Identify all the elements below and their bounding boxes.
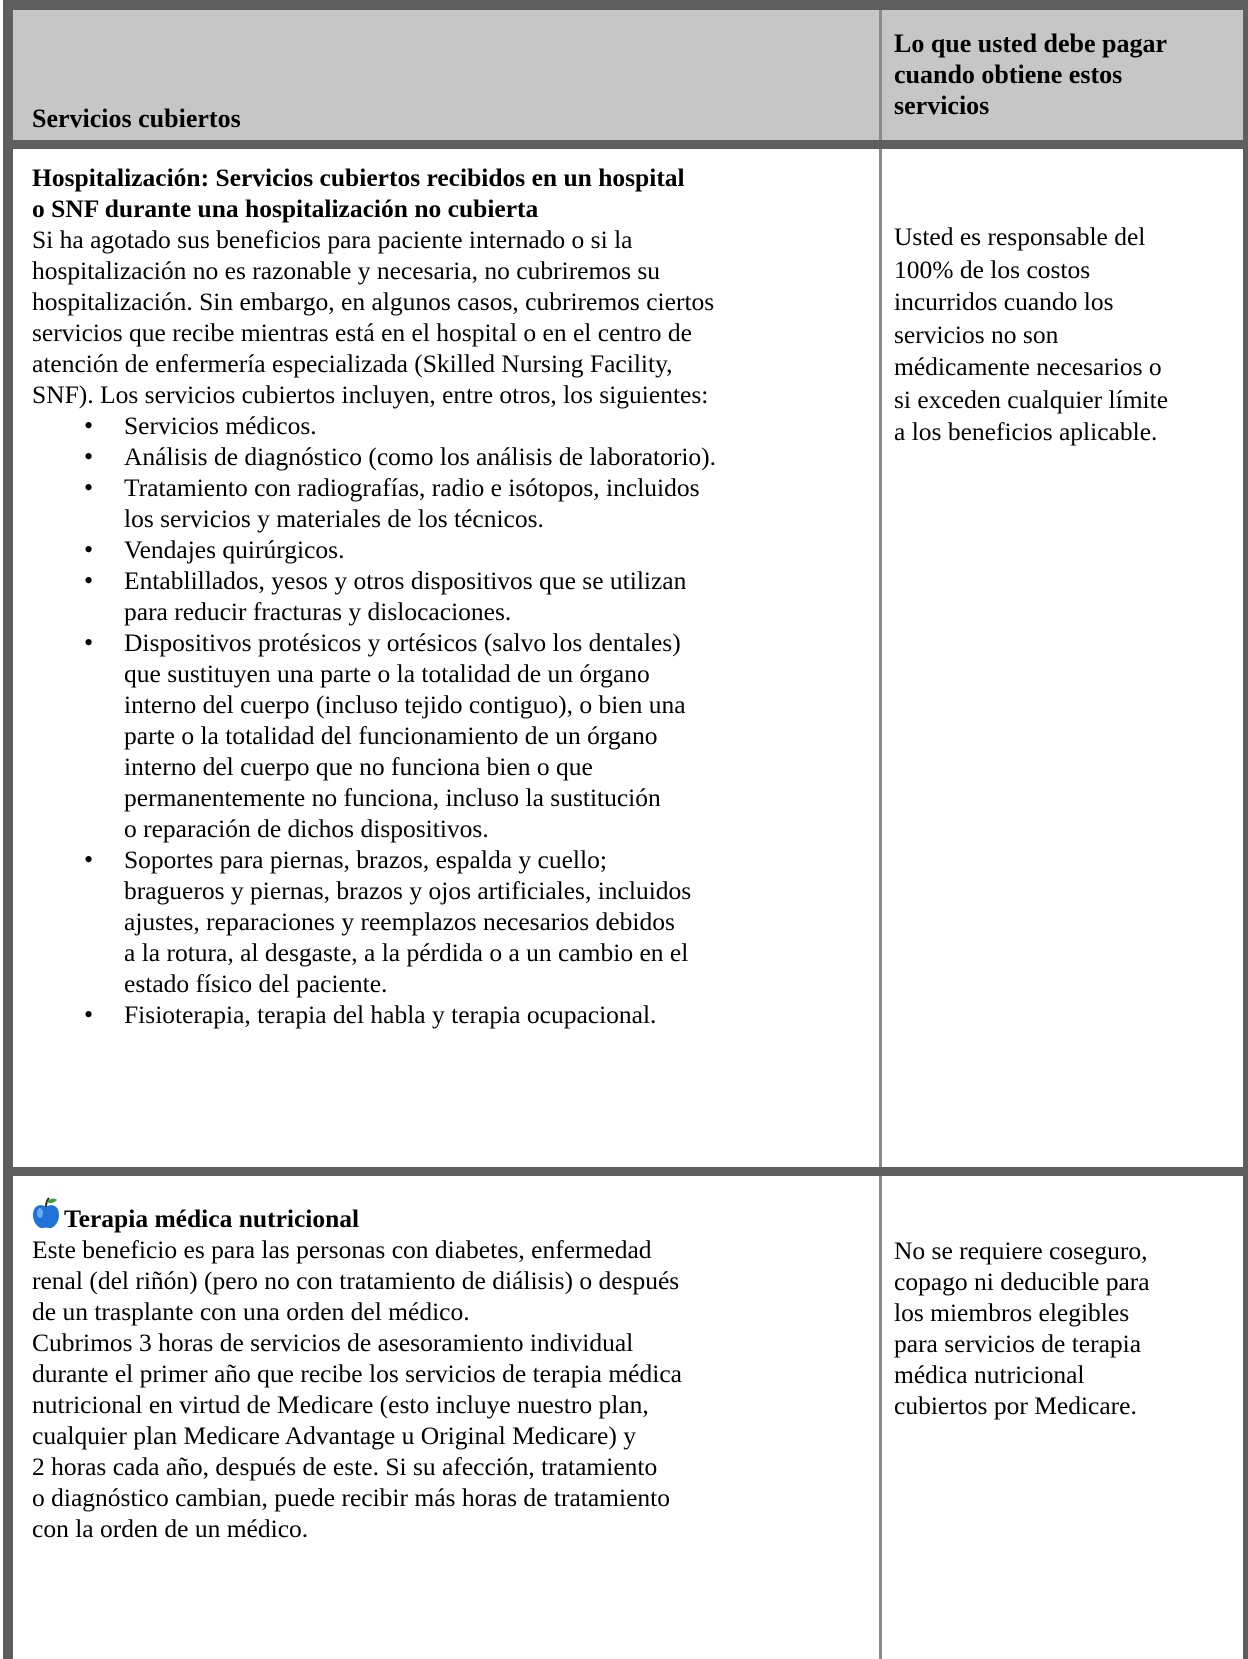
list-item-line: o reparación de dichos dispositivos. bbox=[124, 814, 489, 843]
cost-line: para servicios de terapia bbox=[894, 1329, 1142, 1358]
row-title-line: Hospitalización: Servicios cubiertos recibidos en un hospital bbox=[32, 163, 685, 192]
list-item-line: • Soportes para piernas, brazos, espalda y cuello; bbox=[124, 845, 607, 874]
text-line: hospitalización no es razonable y necesaria, no cubriremos su bbox=[32, 256, 661, 285]
text-line: servicios que recibe mientras está en el hospital o en el centro de bbox=[32, 318, 692, 347]
list-item-line: ajustes, reparaciones y reemplazos necesarios debidos bbox=[124, 907, 675, 936]
list-item bbox=[32, 565, 872, 627]
text-line: 2 horas cada año, después de este. Si su afección, tratamiento bbox=[32, 1452, 658, 1481]
list-item-line: bragueros y piernas, brazos y ojos artificiales, incluidos bbox=[124, 876, 692, 905]
list-item bbox=[32, 627, 872, 844]
list-item-line: interno del cuerpo que no funciona bien o que bbox=[124, 752, 593, 781]
header-col2-line: cuando obtiene estos bbox=[894, 60, 1123, 89]
bullet-list bbox=[32, 410, 872, 1030]
table-right-border bbox=[1243, 0, 1248, 1659]
row-nutrition-cost bbox=[894, 1235, 1150, 1421]
list-item-line: • Fisioterapia, terapia del habla y terapia ocupacional. bbox=[124, 1000, 657, 1029]
list-item bbox=[32, 999, 872, 1030]
header-bottom-border bbox=[3, 140, 1245, 149]
row-divider bbox=[3, 1167, 1245, 1176]
list-item-line: que sustituyen una parte o la totalidad de un órgano bbox=[124, 659, 650, 688]
cost-line: incurridos cuando los bbox=[894, 287, 1114, 316]
cost-line: No se requiere coseguro, bbox=[894, 1236, 1148, 1265]
list-item bbox=[32, 534, 872, 565]
list-item-line: para reducir fracturas y dislocaciones. bbox=[124, 597, 512, 626]
list-item-line: permanentemente no funciona, incluso la sustitución bbox=[124, 783, 661, 812]
list-item-line: parte o la totalidad del funcionamiento de un órgano bbox=[124, 721, 658, 750]
row-title bbox=[32, 1196, 872, 1234]
list-item-line: • Vendajes quirúrgicos. bbox=[124, 535, 345, 564]
text-line: Cubrimos 3 horas de servicios de asesoramiento individual bbox=[32, 1328, 634, 1357]
cost-line: 100% de los costos bbox=[894, 254, 1091, 284]
cost-line: médica nutricional bbox=[894, 1360, 1085, 1389]
list-item-line: • Entablillados, yesos y otros dispositivos que se utilizan bbox=[124, 566, 687, 595]
text-line: Este beneficio es para las personas con diabetes, enfermedad bbox=[32, 1235, 652, 1264]
cost-line: médicamente necesarios o bbox=[894, 352, 1162, 381]
list-item bbox=[32, 441, 872, 472]
text-line: SNF). Los servicios cubiertos incluyen, entre otros, los siguientes: bbox=[32, 380, 709, 409]
benefits-table bbox=[3, 0, 1245, 1659]
header-col1-text: Servicios cubiertos bbox=[32, 104, 241, 133]
list-item bbox=[32, 410, 872, 441]
list-item-line: • Servicios médicos. bbox=[124, 411, 317, 440]
cost-line: a los beneficios aplicable. bbox=[894, 417, 1158, 446]
row-title bbox=[32, 162, 872, 224]
table-top-border bbox=[3, 0, 1245, 10]
cost-line: si exceden cualquier límite bbox=[894, 384, 1169, 414]
cost-line: copago ni deducible para bbox=[894, 1267, 1150, 1296]
text-line: atención de enfermería especializada (Skilled Nursing Facility, bbox=[32, 349, 673, 378]
header-col2-line: servicios bbox=[894, 91, 990, 120]
list-item-line: estado físico del paciente. bbox=[124, 969, 388, 998]
list-item-line: • Tratamiento con radiografías, radio e isótopos, incluidos bbox=[124, 473, 700, 502]
header-col2-line: Lo que usted debe pagar bbox=[894, 29, 1168, 58]
apple-icon bbox=[32, 1196, 60, 1230]
text-line: o diagnóstico cambian, puede recibir más horas de tratamiento bbox=[32, 1483, 670, 1512]
list-item-line: los servicios y materiales de los técnicos. bbox=[124, 504, 544, 533]
text-line: Si ha agotado sus beneficios para paciente internado o si la bbox=[32, 225, 633, 254]
row-title-text: Terapia médica nutricional bbox=[64, 1204, 360, 1233]
header-covered-services bbox=[32, 103, 241, 134]
cost-line: Usted es responsable del bbox=[894, 222, 1146, 251]
text-line: cualquier plan Medicare Advantage u Original Medicare) y bbox=[32, 1421, 636, 1450]
list-item-line: • Dispositivos protésicos y ortésicos (salvo los dentales) bbox=[124, 628, 681, 657]
row-nutrition-therapy bbox=[32, 1196, 872, 1544]
column-divider bbox=[879, 10, 882, 1659]
cost-line: los miembros elegibles bbox=[894, 1298, 1130, 1327]
row-hospitalization-services bbox=[32, 162, 872, 1030]
list-item-line: • Análisis de diagnóstico (como los análisis de laboratorio). bbox=[124, 442, 717, 471]
list-item-line: interno del cuerpo (incluso tejido contiguo), o bien una bbox=[124, 690, 686, 719]
text-line: nutricional en virtud de Medicare (esto incluye nuestro plan, bbox=[32, 1390, 649, 1419]
row-body bbox=[32, 1234, 872, 1544]
text-line: de un trasplante con una orden del médico. bbox=[32, 1297, 470, 1326]
list-item-line: a la rotura, al desgaste, a la pérdida o a un cambio en el bbox=[124, 938, 689, 967]
row-hospitalization-cost bbox=[894, 221, 1168, 449]
text-line: hospitalización. Sin embargo, en algunos casos, cubriremos ciertos bbox=[32, 287, 715, 316]
row-intro bbox=[32, 224, 872, 410]
cost-line: cubiertos por Medicare. bbox=[894, 1391, 1137, 1420]
row-title-line: o SNF durante una hospitalización no cubierta bbox=[32, 194, 539, 223]
text-line: con la orden de un médico. bbox=[32, 1514, 309, 1543]
list-item bbox=[32, 472, 872, 534]
table-left-border bbox=[3, 0, 13, 1659]
header-what-you-pay bbox=[894, 28, 1167, 121]
text-line: renal (del riñón) (pero no con tratamiento de diálisis) o después bbox=[32, 1266, 680, 1295]
text-line: durante el primer año que recibe los servicios de terapia médica bbox=[32, 1359, 682, 1388]
list-item bbox=[32, 844, 872, 999]
cost-line: servicios no son bbox=[894, 319, 1059, 349]
